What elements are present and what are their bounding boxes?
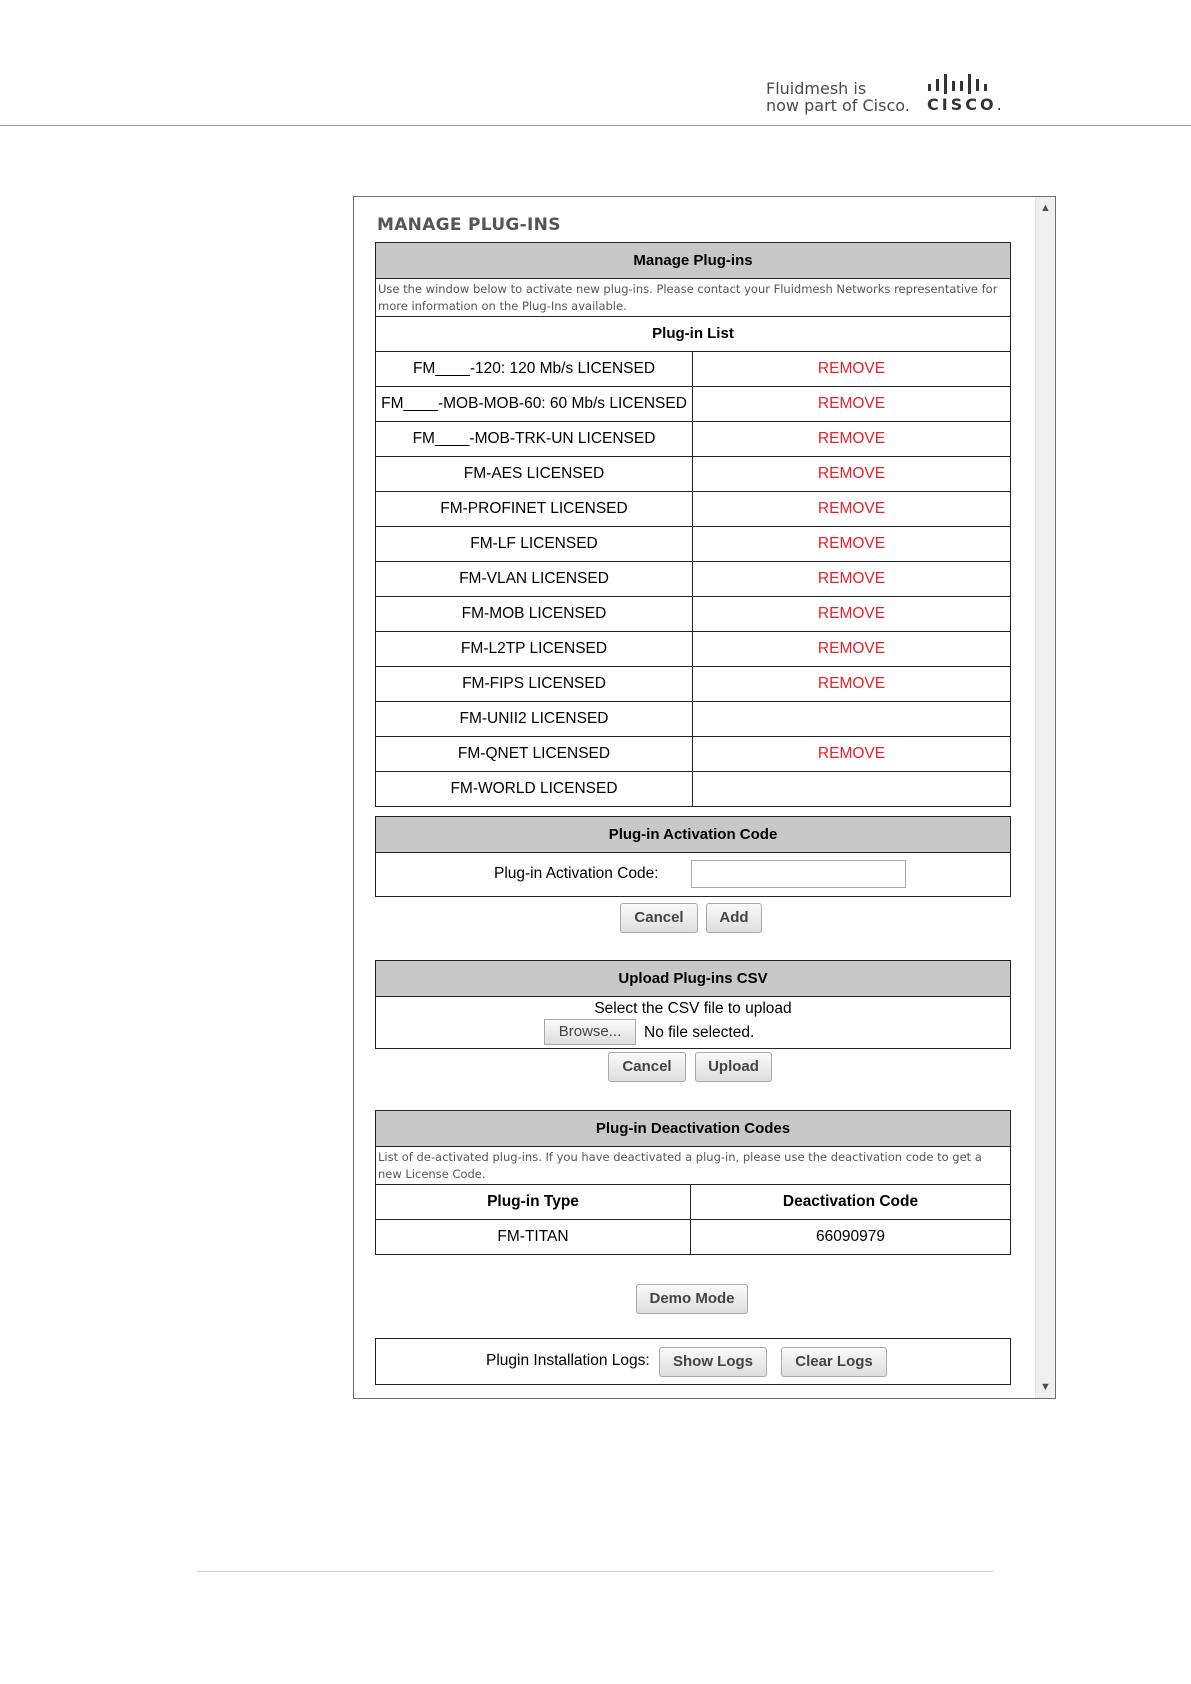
activation-table (375, 816, 1011, 897)
plugin-name: FM-FIPS LICENSED (376, 667, 693, 701)
page-title: MANAGE PLUG-INS (377, 215, 561, 235)
activation-add-button[interactable]: Add (706, 903, 762, 933)
deactivation-code: 66090979 (816, 1228, 885, 1245)
activation-header: Plug-in Activation Code (376, 817, 1010, 853)
file-status: No file selected. (644, 1024, 755, 1041)
scroll-down-icon[interactable]: ▼ (1040, 1381, 1051, 1393)
table-row (376, 737, 1010, 772)
table-row (376, 667, 1010, 702)
table-row (376, 597, 1010, 632)
empty-action-cell (693, 702, 1010, 736)
table-row (376, 772, 1010, 806)
remove-link[interactable]: REMOVE (817, 465, 886, 482)
plugin-list-header: Plug-in List (376, 317, 1010, 352)
clear-logs-button[interactable]: Clear Logs (781, 1347, 887, 1377)
table-row (376, 527, 1010, 562)
header-divider (0, 125, 1191, 126)
logs-table (375, 1338, 1011, 1385)
deactivation-header: Plug-in Deactivation Codes (376, 1111, 1010, 1147)
remove-link[interactable]: REMOVE (817, 570, 886, 587)
plugin-name: FM-MOB LICENSED (376, 597, 693, 631)
deactivation-column-headers (376, 1185, 1010, 1220)
demo-mode-button[interactable]: Demo Mode (636, 1284, 748, 1314)
plugin-name: FM____-120: 120 Mb/s LICENSED (376, 352, 693, 386)
table-row (376, 352, 1010, 387)
upload-csv-header: Upload Plug-ins CSV (376, 961, 1010, 997)
logs-label: Plugin Installation Logs: (486, 1352, 650, 1369)
table-row (376, 1220, 1010, 1254)
brand-line-2: now part of Cisco. (766, 96, 910, 115)
table-row (376, 632, 1010, 667)
plugin-name: FM-UNII2 LICENSED (376, 702, 693, 736)
cisco-logo (927, 74, 1002, 114)
show-logs-button[interactable]: Show Logs (659, 1347, 767, 1377)
upload-csv-prompt: Select the CSV file to upload (594, 1000, 792, 1017)
remove-link[interactable]: REMOVE (817, 500, 886, 517)
deactivated-plugin-type: FM-TITAN (376, 1220, 691, 1254)
remove-link[interactable]: REMOVE (817, 395, 886, 412)
brand-line-1: Fluidmesh is (766, 79, 867, 98)
table-row (376, 492, 1010, 527)
activation-code-label: Plug-in Activation Code: (494, 865, 659, 882)
browse-button[interactable]: Browse... (544, 1019, 636, 1045)
remove-link[interactable]: REMOVE (817, 430, 886, 447)
empty-action-cell (693, 772, 1010, 806)
plugin-name: FM-LF LICENSED (376, 527, 693, 561)
manage-plugins-table (375, 242, 1011, 807)
plugin-name: FM-WORLD LICENSED (376, 772, 693, 806)
col-plugin-type: Plug-in Type (376, 1185, 691, 1219)
table-row (376, 387, 1010, 422)
table-row (376, 562, 1010, 597)
vertical-scrollbar[interactable] (1035, 197, 1055, 1398)
upload-csv-table (375, 960, 1011, 1049)
cisco-bars-icon (927, 74, 997, 94)
remove-link[interactable]: REMOVE (817, 605, 886, 622)
plugin-list (376, 352, 1010, 806)
table-row (376, 457, 1010, 492)
remove-link[interactable]: REMOVE (817, 675, 886, 692)
plugin-name: FM____-MOB-MOB-60: 60 Mb/s LICENSED (376, 387, 693, 421)
manage-plugins-description: Use the window below to activate new plug-ins. Please contact your Fluidmesh Networks representative for more information on the Plug-Ins available. (376, 279, 1010, 317)
activation-cancel-button[interactable]: Cancel (620, 903, 698, 933)
cisco-wordmark: CISCO (927, 95, 997, 114)
brand-text (766, 80, 910, 114)
remove-link[interactable]: REMOVE (817, 360, 886, 377)
manage-plugins-header: Manage Plug-ins (376, 243, 1010, 279)
cisco-dot: . (996, 95, 1002, 114)
activation-code-input[interactable] (691, 860, 906, 888)
plugin-name: FM-AES LICENSED (376, 457, 693, 491)
upload-button[interactable]: Upload (695, 1052, 772, 1082)
manage-plugins-window (353, 196, 1056, 1399)
table-row (376, 702, 1010, 737)
plugin-name: FM-VLAN LICENSED (376, 562, 693, 596)
plugin-name: FM-PROFINET LICENSED (376, 492, 693, 526)
plugin-name: FM____-MOB-TRK-UN LICENSED (376, 422, 693, 456)
remove-link[interactable]: REMOVE (817, 535, 886, 552)
deactivation-description: List of de-activated plug-ins. If you have deactivated a plug-in, please use the deactivation code to get a new License Code. (376, 1147, 1010, 1185)
deactivation-table (375, 1110, 1011, 1255)
upload-cancel-button[interactable]: Cancel (608, 1052, 686, 1082)
plugin-name: FM-QNET LICENSED (376, 737, 693, 771)
table-row (376, 422, 1010, 457)
footer-divider (197, 1571, 993, 1572)
upload-csv-row (376, 997, 1010, 1048)
col-deactivation-code: Deactivation Code (782, 1193, 919, 1210)
remove-link[interactable]: REMOVE (817, 640, 886, 657)
scroll-up-icon[interactable]: ▲ (1040, 202, 1051, 214)
remove-link[interactable]: REMOVE (817, 745, 886, 762)
activation-row (376, 853, 1010, 896)
plugin-name: FM-L2TP LICENSED (376, 632, 693, 666)
